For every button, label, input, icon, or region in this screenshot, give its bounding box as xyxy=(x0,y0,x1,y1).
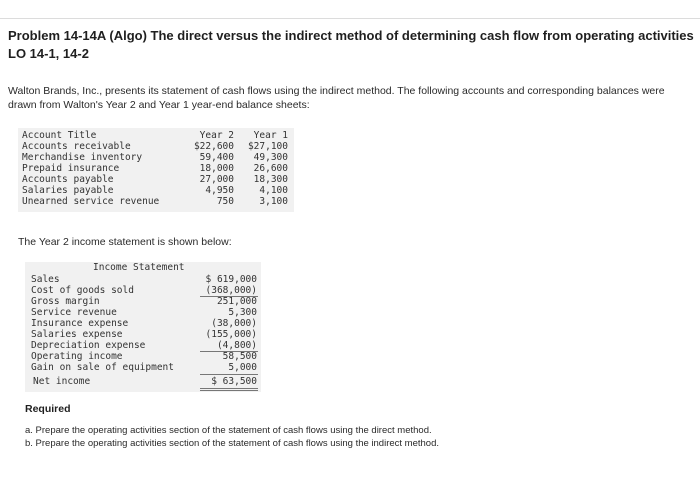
table-cell: Merchandise inventory xyxy=(22,152,143,163)
top-bar xyxy=(0,0,700,18)
table-cell: 26,600 xyxy=(253,163,288,174)
required-item-b: b. Prepare the operating activities section of the statement of cash flows using the indirect method. xyxy=(25,438,440,449)
required-item-a: a. Prepare the operating activities section of the statement of cash flows using the direct method. xyxy=(25,425,432,436)
col-header: Account Title xyxy=(22,130,97,141)
divider xyxy=(0,18,700,19)
table-cell: 750 xyxy=(216,196,234,207)
table-header-row xyxy=(22,130,292,141)
income-intro: The Year 2 income statement is shown below: xyxy=(18,236,232,248)
table-cell: 251,000 xyxy=(216,296,257,307)
table-cell: Salaries payable xyxy=(22,185,114,196)
underline xyxy=(200,374,258,375)
table-cell: (155,000) xyxy=(205,329,257,340)
intro-text: Walton Brands, Inc., presents its statement of cash flows using the indirect method. The following accounts and corresponding balances were drawn from Walton's Year 2 and Year 1 year-end balance sheets: xyxy=(8,85,665,111)
table-row xyxy=(22,196,292,207)
table-cell: 4,100 xyxy=(259,185,288,196)
table-row xyxy=(22,163,292,174)
col-header: Year 2 xyxy=(199,130,234,141)
table-row xyxy=(22,152,292,163)
table-title: Income Statement xyxy=(93,262,185,273)
table-cell: 3,100 xyxy=(259,196,288,207)
table-cell: 18,300 xyxy=(253,174,288,185)
table-cell: Accounts payable xyxy=(22,174,114,185)
table-row-label: Sales xyxy=(31,274,60,285)
table-row-label: Insurance expense xyxy=(31,318,129,329)
table-cell: Accounts receivable xyxy=(22,141,131,152)
table-cell: $ 63,500 xyxy=(211,376,257,387)
table-cell: 4,950 xyxy=(205,185,234,196)
table-cell: Prepaid insurance xyxy=(22,163,120,174)
balance-sheet-table xyxy=(18,128,294,212)
double-underline xyxy=(200,390,258,391)
table-row-label: Depreciation expense xyxy=(31,340,146,351)
table-cell: 49,300 xyxy=(253,152,288,163)
table-row-label: Service revenue xyxy=(31,307,117,318)
table-row-label: Gross margin xyxy=(31,296,100,307)
table-cell: Unearned service revenue xyxy=(22,196,160,207)
table-row xyxy=(22,174,292,185)
double-underline xyxy=(200,388,258,389)
table-row xyxy=(22,141,292,152)
table-cell: $22,600 xyxy=(193,141,234,152)
table-row-label: Net income xyxy=(33,376,91,387)
table-row xyxy=(22,185,292,196)
table-cell: 5,300 xyxy=(228,307,257,318)
table-cell: $ 619,000 xyxy=(205,274,257,285)
table-cell: (38,000) xyxy=(211,318,257,329)
table-row-label: Salaries expense xyxy=(31,329,123,340)
table-cell: 59,400 xyxy=(199,152,234,163)
table-row-label: Cost of goods sold xyxy=(31,285,134,296)
table-cell: 58,500 xyxy=(222,351,257,362)
col-header: Year 1 xyxy=(253,130,288,141)
table-cell: $27,100 xyxy=(247,141,288,152)
table-cell: 18,000 xyxy=(199,163,234,174)
table-row-label: Operating income xyxy=(31,351,123,362)
table-cell: 5,000 xyxy=(228,362,257,373)
table-cell: 27,000 xyxy=(199,174,234,185)
income-statement-values xyxy=(196,273,260,392)
table-row-label: Gain on sale of equipment xyxy=(31,362,174,373)
problem-title: Problem 14-14A (Algo) The direct versus the indirect method of determining cash flow from operating activities LO 14-1, 14-2 xyxy=(8,28,694,61)
table-cell: (4,800) xyxy=(216,340,257,351)
table-cell: (368,000) xyxy=(205,285,257,296)
required-heading: Required xyxy=(25,403,71,415)
